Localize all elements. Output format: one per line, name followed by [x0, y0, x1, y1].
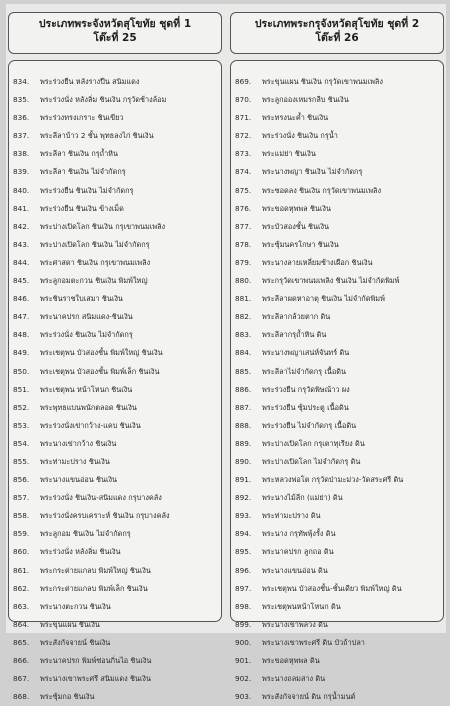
item-number: 858. — [13, 511, 30, 521]
list-item — [13, 308, 219, 326]
item-number: 861. — [13, 565, 30, 575]
list-item — [13, 182, 219, 200]
item-number: 863. — [13, 601, 30, 611]
item-text: พระลูกอมตะกวน ชินเงิน พิมพ์ใหญ่ — [40, 276, 148, 286]
item-number: 835. — [13, 95, 30, 105]
item-number: 845. — [13, 276, 30, 286]
list-item — [235, 236, 441, 254]
list-item — [13, 616, 219, 634]
item-number: 877. — [235, 221, 252, 231]
item-number: 901. — [235, 656, 252, 665]
list-item — [235, 290, 441, 308]
list-item — [13, 272, 219, 290]
item-text: พระขอดหุพพล ดิน — [262, 656, 320, 665]
item-text: พระท่ามะปราง ดิน — [262, 511, 321, 521]
item-number: 848. — [13, 330, 30, 340]
item-text: พระนางพญาเสน่ห์จันทร์ ดิน — [262, 348, 350, 358]
list-item — [13, 109, 219, 127]
item-number: 888. — [235, 420, 252, 430]
list-item — [13, 145, 219, 163]
list-item — [235, 381, 441, 399]
list-item — [235, 598, 441, 616]
right-table-number: โต๊ะที่ 26 — [315, 32, 359, 44]
item-text: พระลูกอม ชินเงิน ไม่จำกัดกรุ — [40, 529, 131, 539]
item-text: พระร่วงยืน ไม่จำกัดกรุ เนื้อดิน — [262, 420, 357, 430]
item-text: พระท่ามะปราง ชินเงิน — [40, 456, 110, 466]
item-text: พระนางลายเหลี่ยมช้างเผือก ชินเงิน — [262, 257, 373, 267]
item-number: 866. — [13, 656, 30, 665]
item-number: 859. — [13, 529, 30, 539]
item-text: พระร่วงนั่ง ชินเงิน-สนิมแดง กรุบางคลัง — [40, 493, 162, 503]
item-number: 842. — [13, 221, 30, 231]
list-item — [235, 109, 441, 127]
list-item — [13, 344, 219, 362]
item-number: 847. — [13, 312, 30, 322]
item-text: พระนางพญา ชินเงิน ไม่จำกัดกรุ — [262, 167, 363, 177]
list-item — [235, 73, 441, 91]
item-number: 844. — [13, 257, 30, 267]
left-header-box — [8, 12, 222, 54]
item-text: พระร่วงทรงเกราะ ชินเขียว — [40, 113, 124, 123]
item-number: 895. — [235, 547, 252, 557]
list-item — [235, 562, 441, 580]
item-number: 854. — [13, 438, 30, 448]
list-item — [13, 73, 219, 91]
item-number: 853. — [13, 420, 30, 430]
item-number: 880. — [235, 276, 252, 286]
list-item — [13, 670, 219, 688]
item-number: 834. — [13, 77, 30, 86]
item-number: 841. — [13, 203, 30, 213]
list-item — [13, 688, 219, 706]
item-number: 860. — [13, 547, 30, 557]
item-number: 870. — [235, 95, 252, 105]
item-text: พระลีลาบ้าว 2 ชั้น พุทธลงไก่ ชินเงิน — [40, 131, 154, 141]
item-text: พระนางเขาพลวง ดิน — [262, 619, 328, 629]
list-item — [13, 399, 219, 417]
list-item — [13, 580, 219, 598]
item-number: 850. — [13, 366, 30, 376]
item-text: พระลีลา ชินเงิน ไม่จำกัดกรุ — [40, 167, 126, 177]
item-text: พระแม่ย่า ชินเงิน — [262, 149, 316, 159]
list-item — [235, 688, 441, 706]
item-text: พระสังกัจจายน์ ชินเงิน — [40, 637, 111, 647]
item-number: 885. — [235, 366, 252, 376]
list-item — [235, 435, 441, 453]
list-item — [235, 344, 441, 362]
item-number: 869. — [235, 77, 252, 86]
item-number: 890. — [235, 456, 252, 466]
item-number: 898. — [235, 601, 252, 611]
left-amulet-list — [13, 73, 219, 706]
item-number: 838. — [13, 149, 30, 159]
item-text: พระปางเปิดโลก ไม่จำกัดกรุ ดิน — [262, 456, 361, 466]
item-number: 881. — [235, 294, 252, 304]
list-item — [235, 616, 441, 634]
item-text: พระนาง กรุทัพพุ้งรั้ง ดิน — [262, 529, 336, 539]
item-number: 857. — [13, 493, 30, 503]
right-header-box — [230, 12, 444, 54]
item-number: 871. — [235, 113, 252, 123]
list-item — [13, 363, 219, 381]
list-item — [235, 308, 441, 326]
item-number: 864. — [13, 619, 30, 629]
item-number: 889. — [235, 438, 252, 448]
item-text: พระกระต่ายแกลบ พิมพ์ใหญ่ ชินเงิน — [40, 565, 151, 575]
item-number: 887. — [235, 402, 252, 412]
item-text: พระนาคปรก พิมพ์ซ่อนกิ่นไอ ชินเงิน — [40, 656, 152, 665]
item-number: 894. — [235, 529, 252, 539]
item-number: 865. — [13, 637, 30, 647]
right-amulet-list — [235, 73, 441, 706]
item-number: 849. — [13, 348, 30, 358]
list-item — [235, 254, 441, 272]
list-item — [235, 326, 441, 344]
list-item — [235, 670, 441, 688]
item-text: พระลูกอองเหมรกลีบ ชินเงิน — [262, 95, 349, 105]
item-text: พระร่วงยืน หลังรางปืน สนิมแดง — [40, 77, 140, 86]
item-number: 902. — [235, 674, 252, 684]
list-item — [235, 489, 441, 507]
item-number: 837. — [13, 131, 30, 141]
list-item — [13, 163, 219, 181]
list-item — [13, 562, 219, 580]
item-text: พระนาคปรก ลูกถอ ดิน — [262, 547, 334, 557]
item-text: พระนางเขาพระศรี ดิน บัวถ้าปลา — [262, 637, 365, 647]
item-text: พระร่วงยืน กรุวัดพิษณ้าว ผง — [262, 384, 350, 394]
item-number: 883. — [235, 330, 252, 340]
item-number: 872. — [235, 131, 252, 141]
right-list-box — [230, 60, 444, 702]
item-text: พระเชตุพน บัวสองชั้น พิมพ์เล็ก ชินเงิน — [40, 366, 160, 376]
item-text: พระบัวสองชั้น ชินเงิน — [262, 221, 330, 231]
item-number: 903. — [235, 692, 252, 702]
item-number: 840. — [13, 185, 30, 195]
item-text: พระศาสดา ชินเงิน กรุเขาพนมเพลิง — [40, 257, 151, 267]
item-text: พระนาคปรก สนิมแดง-ชินเงิน — [40, 312, 133, 322]
document-sheet — [6, 4, 446, 702]
list-item — [235, 218, 441, 236]
item-number: 893. — [235, 511, 252, 521]
item-text: พระร่วงนั่ง ชินเงิน กรุน้ำ — [262, 131, 338, 141]
item-text: พระนางเข่ากว้าง ชินเงิน — [40, 438, 117, 448]
list-item — [13, 200, 219, 218]
item-text: พระนางถลมสาง ดิน — [262, 674, 326, 684]
item-number: 868. — [13, 692, 30, 702]
list-item — [235, 182, 441, 200]
item-text: พระลีลากล้วยตาก ดิน — [262, 312, 331, 322]
item-number: 851. — [13, 384, 30, 394]
item-text: พระหลวงพ่อโต กรุวัดป่ามะม่วง-วัดสระศรี ดิน — [262, 475, 404, 485]
item-text: พระซุ้มกอ ชินเงิน — [40, 692, 95, 702]
item-text: พระซอดลง ชินเงิน กรุวัดเขาพนมเพลิง — [262, 185, 382, 195]
list-item — [235, 525, 441, 543]
item-number: 882. — [235, 312, 252, 322]
item-text: พระกรุวัดเขาพนมเพลิง ชินเงิน ไม่จำกัดพิมพ์ — [262, 276, 400, 286]
list-item — [235, 471, 441, 489]
list-item — [13, 127, 219, 145]
item-text: พระนางแขนอ่อน ชินเงิน — [40, 475, 118, 485]
list-item — [13, 91, 219, 109]
item-number: 856. — [13, 475, 30, 485]
item-text: พระนางตะกวน ชินเงิน — [40, 601, 111, 611]
list-item — [235, 399, 441, 417]
item-text: พระเชตุพนหน้าโหนก ดิน — [262, 601, 341, 611]
item-number: 855. — [13, 456, 30, 466]
item-text: พระลีลาไม่จำกัดกรุ เนื้อดิน — [262, 366, 346, 376]
list-item — [235, 91, 441, 109]
item-text: พระลีลากรุถ้ำหิน ดิน — [262, 330, 327, 340]
item-text: พระกระต่ายแกลบ พิมพ์เล็ก ชินเงิน — [40, 583, 148, 593]
list-item — [235, 507, 441, 525]
list-item — [235, 363, 441, 381]
list-item — [235, 163, 441, 181]
item-number: 886. — [235, 384, 252, 394]
list-item — [13, 598, 219, 616]
left-list-box — [8, 60, 222, 702]
item-text: พระลีลาผดหาอาตุ ชินเงิน ไม่จำกัดพิมพ์ — [262, 294, 385, 304]
list-item — [235, 543, 441, 561]
list-item — [13, 453, 219, 471]
right-panel — [230, 12, 444, 702]
item-number: 896. — [235, 565, 252, 575]
item-text: พระปางเปิดโลก กรุเตาทุเรียง ดิน — [262, 438, 365, 448]
left-title: ประเภทพระจังหวัดสุโขทัย ชุดที่ 1 — [38, 18, 192, 30]
list-item — [235, 580, 441, 598]
list-item — [13, 381, 219, 399]
list-item — [13, 489, 219, 507]
item-text: พระขุนแผน ชินเงิน — [40, 619, 100, 629]
list-item — [13, 236, 219, 254]
item-number: 839. — [13, 167, 30, 177]
item-text: พระขอดหุพพล ชินเงิน — [262, 203, 331, 213]
list-item — [13, 290, 219, 308]
item-number: 843. — [13, 239, 30, 249]
item-text: พระเชตุพน หน้าโหนก ชินเงิน — [40, 384, 133, 394]
item-number: 846. — [13, 294, 30, 304]
list-item — [13, 543, 219, 561]
item-number: 900. — [235, 637, 252, 647]
list-item — [235, 652, 441, 670]
item-number: 884. — [235, 348, 252, 358]
item-text: พระซุ้มนครโกษา ชินเงิน — [262, 239, 339, 249]
item-number: 876. — [235, 203, 252, 213]
item-text: พระเชตุพน บัวสองชั้น พิมพ์ใหญ่ ชินเงิน — [40, 348, 163, 358]
item-text: พระพุทธแบนพนักตลอด ชินเงิน — [40, 402, 137, 412]
item-number: 874. — [235, 167, 252, 177]
item-text: พระร่วงนั่ง ชินเงิน ไม่จำกัดกรุ — [40, 330, 133, 340]
item-text: พระขุนแผน ชินเงิน กรุวัดเขาพนมเพลิง — [262, 77, 383, 86]
item-number: 873. — [235, 149, 252, 159]
list-item — [13, 417, 219, 435]
list-item — [235, 127, 441, 145]
item-number: 836. — [13, 113, 30, 123]
item-text: พระร่วงยืน ชินเงิน ข้างเม็ด — [40, 203, 124, 213]
list-item — [13, 254, 219, 272]
right-title: ประเภทพระกรุจังหวัดสุโขทัย ชุดที่ 2 — [254, 18, 420, 30]
item-text: พระทรงนะค้ำ ชินเงิน — [262, 113, 329, 123]
item-number: 892. — [235, 493, 252, 503]
item-number: 899. — [235, 619, 252, 629]
item-text: พระร่วงยืน ซุ้มประตู เนื้อดิน — [262, 402, 349, 412]
list-item — [13, 652, 219, 670]
item-number: 875. — [235, 185, 252, 195]
list-item — [235, 417, 441, 435]
item-text: พระร่วงนั่ง หลังลิ่ม ชินเงิน — [40, 547, 121, 557]
item-text: พระนางแขนอ่อน ดิน — [262, 565, 328, 575]
item-number: 897. — [235, 583, 252, 593]
item-text: พระปางเปิดโลก ชินเงิน ไม่จำกัดกรุ — [40, 239, 150, 249]
item-number: 867. — [13, 674, 30, 684]
left-panel — [8, 12, 222, 702]
list-item — [235, 145, 441, 163]
left-table-number: โต๊ะที่ 25 — [93, 32, 137, 44]
item-text: พระร่วงนั่งครบเคราะห์ ชินเงิน กรุบางคลัง — [40, 511, 170, 521]
list-item — [13, 507, 219, 525]
item-text: พระร่วงนั่ง หลังลิ่ม ชินเงิน กรุวัดช้างล้อม — [40, 95, 167, 105]
list-item — [235, 453, 441, 471]
list-item — [13, 471, 219, 489]
item-text: พระปางเปิดโลก ชินเงิน กรุเขาพนมเพลิง — [40, 221, 166, 231]
list-item — [13, 218, 219, 236]
item-number: 862. — [13, 583, 30, 593]
item-text: พระสังกัจจายน์ ดิน กรุน้ำมนต์ — [262, 692, 356, 702]
list-item — [235, 272, 441, 290]
list-item — [13, 435, 219, 453]
list-item — [235, 200, 441, 218]
item-text: พระร่วงยืน ชินเงิน ไม่จำกัดกรุ — [40, 185, 134, 195]
item-text: พระลีลา ชินเงิน กรุถ้ำหิน — [40, 149, 118, 159]
item-text: พระนางเขาพระศรี สนิมแดง ชินเงิน — [40, 674, 151, 684]
item-text: พระร่วงนั่งเข่ากว้าง-แคบ ชินเงิน — [40, 420, 141, 430]
item-number: 891. — [235, 475, 252, 485]
item-number: 852. — [13, 402, 30, 412]
list-item — [13, 326, 219, 344]
item-text: พระนางไม้ลีก (แม่ย่า) ดิน — [262, 493, 343, 503]
item-number: 878. — [235, 239, 252, 249]
item-text: พระชินราชใบเสมา ชินเงิน — [40, 294, 123, 304]
item-number: 879. — [235, 257, 252, 267]
item-text: พระเชตุพน บัวสองชั้น-ชั้นเดียว พิมพ์ใหญ่ ดิน — [262, 583, 402, 593]
list-item — [13, 525, 219, 543]
